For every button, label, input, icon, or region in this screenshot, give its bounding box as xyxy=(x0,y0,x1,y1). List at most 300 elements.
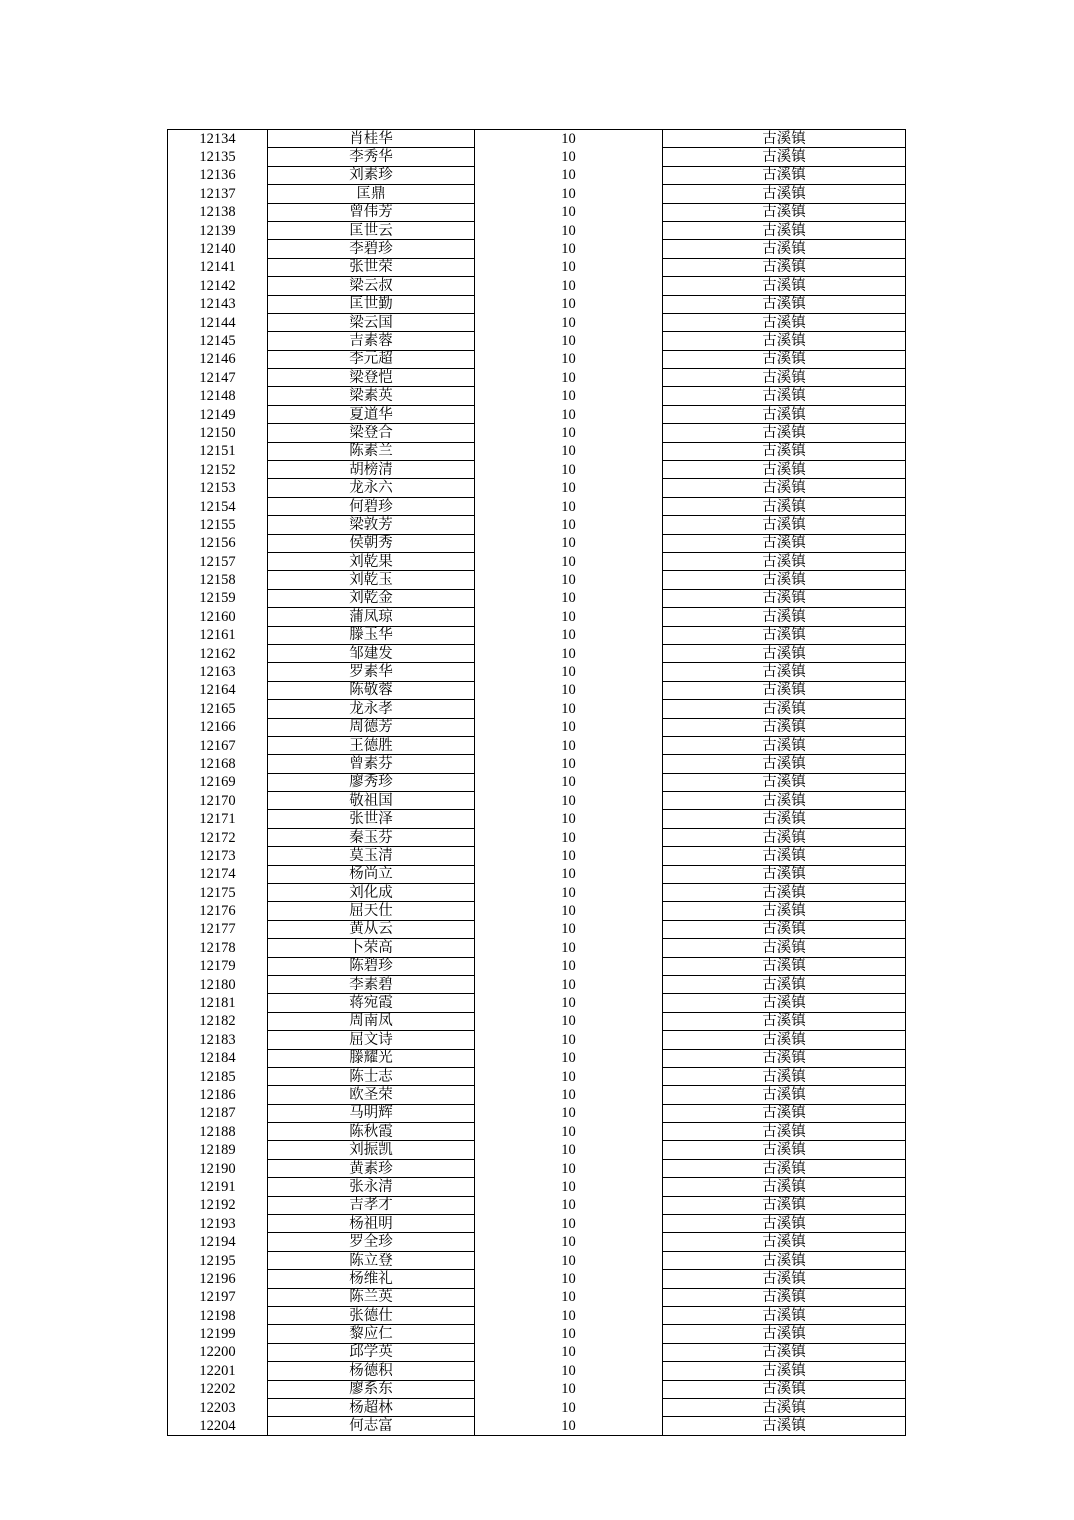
town-cell: 古溪镇 xyxy=(663,461,906,479)
town-cell: 古溪镇 xyxy=(663,1417,906,1435)
amount-cell: 10 xyxy=(475,552,663,570)
town-cell: 古溪镇 xyxy=(663,221,906,239)
row-id-cell: 12189 xyxy=(168,1141,268,1159)
town-cell: 古溪镇 xyxy=(663,1178,906,1196)
name-cell: 周南凤 xyxy=(268,1012,475,1030)
row-id-cell: 12198 xyxy=(168,1307,268,1325)
amount-cell: 10 xyxy=(475,1049,663,1067)
amount-cell: 10 xyxy=(475,516,663,534)
town-cell: 古溪镇 xyxy=(663,497,906,515)
amount-cell: 10 xyxy=(475,810,663,828)
amount-cell: 10 xyxy=(475,442,663,460)
amount-cell: 10 xyxy=(475,1343,663,1361)
name-cell: 陈立登 xyxy=(268,1251,475,1269)
name-cell: 廖秀珍 xyxy=(268,773,475,791)
table-row xyxy=(168,313,906,331)
table-row xyxy=(168,424,906,442)
table-row xyxy=(168,221,906,239)
table-row xyxy=(168,185,906,203)
row-id-cell: 12157 xyxy=(168,552,268,570)
amount-cell: 10 xyxy=(475,571,663,589)
name-cell: 何碧珍 xyxy=(268,497,475,515)
table-row xyxy=(168,130,906,148)
amount-cell: 10 xyxy=(475,902,663,920)
town-cell: 古溪镇 xyxy=(663,442,906,460)
row-id-cell: 12191 xyxy=(168,1178,268,1196)
amount-cell: 10 xyxy=(475,884,663,902)
row-id-cell: 12171 xyxy=(168,810,268,828)
amount-cell: 10 xyxy=(475,479,663,497)
row-id-cell: 12185 xyxy=(168,1067,268,1085)
table-row xyxy=(168,1104,906,1122)
table-row xyxy=(168,240,906,258)
name-cell: 梁云叔 xyxy=(268,277,475,295)
row-id-cell: 12204 xyxy=(168,1417,268,1435)
name-cell: 罗全珍 xyxy=(268,1233,475,1251)
row-id-cell: 12138 xyxy=(168,203,268,221)
name-cell: 杨祖明 xyxy=(268,1215,475,1233)
amount-cell: 10 xyxy=(475,957,663,975)
table-row xyxy=(168,1343,906,1361)
name-cell: 陈兰英 xyxy=(268,1288,475,1306)
amount-cell: 10 xyxy=(475,700,663,718)
name-cell: 陈素兰 xyxy=(268,442,475,460)
town-cell: 古溪镇 xyxy=(663,1380,906,1398)
row-id-cell: 12146 xyxy=(168,350,268,368)
town-cell: 古溪镇 xyxy=(663,130,906,148)
table-row xyxy=(168,994,906,1012)
name-cell: 肖桂华 xyxy=(268,130,475,148)
name-cell: 侯朝秀 xyxy=(268,534,475,552)
town-cell: 古溪镇 xyxy=(663,1123,906,1141)
town-cell: 古溪镇 xyxy=(663,884,906,902)
town-cell: 古溪镇 xyxy=(663,626,906,644)
amount-cell: 10 xyxy=(475,221,663,239)
name-cell: 匡鼎 xyxy=(268,185,475,203)
town-cell: 古溪镇 xyxy=(663,608,906,626)
row-id-cell: 12149 xyxy=(168,405,268,423)
name-cell: 蒋宛霞 xyxy=(268,994,475,1012)
amount-cell: 10 xyxy=(475,1233,663,1251)
town-cell: 古溪镇 xyxy=(663,1196,906,1214)
amount-cell: 10 xyxy=(475,166,663,184)
amount-cell: 10 xyxy=(475,332,663,350)
table-row xyxy=(168,1049,906,1067)
roster-table xyxy=(167,129,906,1436)
row-id-cell: 12160 xyxy=(168,608,268,626)
row-id-cell: 12187 xyxy=(168,1104,268,1122)
name-cell: 邱学英 xyxy=(268,1343,475,1361)
table-row xyxy=(168,203,906,221)
table-row xyxy=(168,810,906,828)
row-id-cell: 12147 xyxy=(168,369,268,387)
amount-cell: 10 xyxy=(475,185,663,203)
row-id-cell: 12179 xyxy=(168,957,268,975)
table-row xyxy=(168,700,906,718)
town-cell: 古溪镇 xyxy=(663,350,906,368)
town-cell: 古溪镇 xyxy=(663,755,906,773)
row-id-cell: 12193 xyxy=(168,1215,268,1233)
name-cell: 匡世勤 xyxy=(268,295,475,313)
town-cell: 古溪镇 xyxy=(663,792,906,810)
town-cell: 古溪镇 xyxy=(663,1362,906,1380)
row-id-cell: 12151 xyxy=(168,442,268,460)
town-cell: 古溪镇 xyxy=(663,1086,906,1104)
name-cell: 周德芳 xyxy=(268,718,475,736)
amount-cell: 10 xyxy=(475,277,663,295)
town-cell: 古溪镇 xyxy=(663,1307,906,1325)
town-cell: 古溪镇 xyxy=(663,277,906,295)
town-cell: 古溪镇 xyxy=(663,258,906,276)
row-id-cell: 12200 xyxy=(168,1343,268,1361)
amount-cell: 10 xyxy=(475,1031,663,1049)
name-cell: 陈碧珍 xyxy=(268,957,475,975)
town-cell: 古溪镇 xyxy=(663,700,906,718)
name-cell: 刘乾金 xyxy=(268,589,475,607)
amount-cell: 10 xyxy=(475,1270,663,1288)
town-cell: 古溪镇 xyxy=(663,847,906,865)
row-id-cell: 12167 xyxy=(168,736,268,754)
name-cell: 罗素华 xyxy=(268,663,475,681)
amount-cell: 10 xyxy=(475,534,663,552)
name-cell: 滕玉华 xyxy=(268,626,475,644)
table-row xyxy=(168,166,906,184)
table-row xyxy=(168,1067,906,1085)
town-cell: 古溪镇 xyxy=(663,718,906,736)
table-row xyxy=(168,1398,906,1416)
row-id-cell: 12143 xyxy=(168,295,268,313)
row-id-cell: 12166 xyxy=(168,718,268,736)
row-id-cell: 12196 xyxy=(168,1270,268,1288)
table-row xyxy=(168,626,906,644)
row-id-cell: 12142 xyxy=(168,277,268,295)
town-cell: 古溪镇 xyxy=(663,185,906,203)
town-cell: 古溪镇 xyxy=(663,1215,906,1233)
table-row xyxy=(168,865,906,883)
town-cell: 古溪镇 xyxy=(663,865,906,883)
town-cell: 古溪镇 xyxy=(663,203,906,221)
town-cell: 古溪镇 xyxy=(663,957,906,975)
name-cell: 杨德积 xyxy=(268,1362,475,1380)
amount-cell: 10 xyxy=(475,1398,663,1416)
row-id-cell: 12176 xyxy=(168,902,268,920)
row-id-cell: 12161 xyxy=(168,626,268,644)
table-row xyxy=(168,295,906,313)
name-cell: 卜荣高 xyxy=(268,939,475,957)
table-row xyxy=(168,792,906,810)
amount-cell: 10 xyxy=(475,1251,663,1269)
row-id-cell: 12164 xyxy=(168,681,268,699)
name-cell: 杨尚立 xyxy=(268,865,475,883)
row-id-cell: 12156 xyxy=(168,534,268,552)
row-id-cell: 12159 xyxy=(168,589,268,607)
amount-cell: 10 xyxy=(475,461,663,479)
name-cell: 吉孝才 xyxy=(268,1196,475,1214)
name-cell: 陈秋霞 xyxy=(268,1123,475,1141)
table-row xyxy=(168,1417,906,1435)
name-cell: 黎应仁 xyxy=(268,1325,475,1343)
name-cell: 敬祖国 xyxy=(268,792,475,810)
town-cell: 古溪镇 xyxy=(663,589,906,607)
table-row xyxy=(168,920,906,938)
amount-cell: 10 xyxy=(475,975,663,993)
table-row xyxy=(168,1380,906,1398)
town-cell: 古溪镇 xyxy=(663,332,906,350)
row-id-cell: 12182 xyxy=(168,1012,268,1030)
amount-cell: 10 xyxy=(475,718,663,736)
name-cell: 屈天仕 xyxy=(268,902,475,920)
town-cell: 古溪镇 xyxy=(663,534,906,552)
amount-cell: 10 xyxy=(475,773,663,791)
town-cell: 古溪镇 xyxy=(663,1270,906,1288)
amount-cell: 10 xyxy=(475,644,663,662)
table-row xyxy=(168,957,906,975)
town-cell: 古溪镇 xyxy=(663,828,906,846)
row-id-cell: 12136 xyxy=(168,166,268,184)
name-cell: 黄从云 xyxy=(268,920,475,938)
name-cell: 杨超林 xyxy=(268,1398,475,1416)
name-cell: 梁云国 xyxy=(268,313,475,331)
town-cell: 古溪镇 xyxy=(663,939,906,957)
amount-cell: 10 xyxy=(475,405,663,423)
name-cell: 刘素珍 xyxy=(268,166,475,184)
amount-cell: 10 xyxy=(475,589,663,607)
table-row xyxy=(168,1178,906,1196)
table-row xyxy=(168,902,906,920)
row-id-cell: 12153 xyxy=(168,479,268,497)
town-cell: 古溪镇 xyxy=(663,369,906,387)
amount-cell: 10 xyxy=(475,1417,663,1435)
row-id-cell: 12158 xyxy=(168,571,268,589)
table-row xyxy=(168,461,906,479)
table-row xyxy=(168,405,906,423)
town-cell: 古溪镇 xyxy=(663,1012,906,1030)
amount-cell: 10 xyxy=(475,608,663,626)
amount-cell: 10 xyxy=(475,1067,663,1085)
table-row xyxy=(168,1159,906,1177)
name-cell: 吉素蓉 xyxy=(268,332,475,350)
town-cell: 古溪镇 xyxy=(663,1104,906,1122)
town-cell: 古溪镇 xyxy=(663,1159,906,1177)
name-cell: 廖系东 xyxy=(268,1380,475,1398)
row-id-cell: 12190 xyxy=(168,1159,268,1177)
table-row xyxy=(168,884,906,902)
table-row xyxy=(168,736,906,754)
amount-cell: 10 xyxy=(475,1362,663,1380)
row-id-cell: 12188 xyxy=(168,1123,268,1141)
amount-cell: 10 xyxy=(475,1159,663,1177)
table-row xyxy=(168,1307,906,1325)
amount-cell: 10 xyxy=(475,1104,663,1122)
town-cell: 古溪镇 xyxy=(663,405,906,423)
amount-cell: 10 xyxy=(475,313,663,331)
town-cell: 古溪镇 xyxy=(663,663,906,681)
name-cell: 龙永孝 xyxy=(268,700,475,718)
row-id-cell: 12155 xyxy=(168,516,268,534)
name-cell: 龙永六 xyxy=(268,479,475,497)
name-cell: 张世荣 xyxy=(268,258,475,276)
table-row xyxy=(168,1031,906,1049)
town-cell: 古溪镇 xyxy=(663,571,906,589)
row-id-cell: 12165 xyxy=(168,700,268,718)
town-cell: 古溪镇 xyxy=(663,240,906,258)
table-row xyxy=(168,387,906,405)
name-cell: 梁登合 xyxy=(268,424,475,442)
name-cell: 黄素珍 xyxy=(268,1159,475,1177)
town-cell: 古溪镇 xyxy=(663,479,906,497)
name-cell: 张世泽 xyxy=(268,810,475,828)
table-row xyxy=(168,1233,906,1251)
name-cell: 夏道华 xyxy=(268,405,475,423)
name-cell: 邹建发 xyxy=(268,644,475,662)
name-cell: 王德胜 xyxy=(268,736,475,754)
name-cell: 屈文诗 xyxy=(268,1031,475,1049)
name-cell: 秦玉芬 xyxy=(268,828,475,846)
table-row xyxy=(168,277,906,295)
table-row xyxy=(168,1196,906,1214)
town-cell: 古溪镇 xyxy=(663,1288,906,1306)
table-row xyxy=(168,1012,906,1030)
table-row xyxy=(168,939,906,957)
name-cell: 曾伟芳 xyxy=(268,203,475,221)
table-row xyxy=(168,755,906,773)
row-id-cell: 12197 xyxy=(168,1288,268,1306)
amount-cell: 10 xyxy=(475,1123,663,1141)
table-row xyxy=(168,1288,906,1306)
row-id-cell: 12163 xyxy=(168,663,268,681)
name-cell: 陈敬蓉 xyxy=(268,681,475,699)
amount-cell: 10 xyxy=(475,387,663,405)
amount-cell: 10 xyxy=(475,920,663,938)
table-row xyxy=(168,975,906,993)
town-cell: 古溪镇 xyxy=(663,902,906,920)
amount-cell: 10 xyxy=(475,847,663,865)
town-cell: 古溪镇 xyxy=(663,644,906,662)
name-cell: 刘化成 xyxy=(268,884,475,902)
amount-cell: 10 xyxy=(475,626,663,644)
town-cell: 古溪镇 xyxy=(663,975,906,993)
table-row xyxy=(168,369,906,387)
name-cell: 李碧珍 xyxy=(268,240,475,258)
name-cell: 张永清 xyxy=(268,1178,475,1196)
table-row xyxy=(168,148,906,166)
amount-cell: 10 xyxy=(475,497,663,515)
town-cell: 古溪镇 xyxy=(663,1398,906,1416)
name-cell: 陈士志 xyxy=(268,1067,475,1085)
row-id-cell: 12195 xyxy=(168,1251,268,1269)
table-row xyxy=(168,516,906,534)
amount-cell: 10 xyxy=(475,994,663,1012)
row-id-cell: 12141 xyxy=(168,258,268,276)
table-row xyxy=(168,828,906,846)
roster-table-body xyxy=(168,130,906,1436)
row-id-cell: 12192 xyxy=(168,1196,268,1214)
table-row xyxy=(168,258,906,276)
name-cell: 李秀华 xyxy=(268,148,475,166)
row-id-cell: 12140 xyxy=(168,240,268,258)
table-row xyxy=(168,534,906,552)
name-cell: 梁素英 xyxy=(268,387,475,405)
town-cell: 古溪镇 xyxy=(663,1325,906,1343)
name-cell: 莫玉清 xyxy=(268,847,475,865)
table-row xyxy=(168,1141,906,1159)
amount-cell: 10 xyxy=(475,1178,663,1196)
row-id-cell: 12169 xyxy=(168,773,268,791)
amount-cell: 10 xyxy=(475,939,663,957)
table-row xyxy=(168,442,906,460)
name-cell: 欧圣荣 xyxy=(268,1086,475,1104)
name-cell: 何志富 xyxy=(268,1417,475,1435)
amount-cell: 10 xyxy=(475,1141,663,1159)
town-cell: 古溪镇 xyxy=(663,516,906,534)
row-id-cell: 12201 xyxy=(168,1362,268,1380)
row-id-cell: 12148 xyxy=(168,387,268,405)
name-cell: 刘乾果 xyxy=(268,552,475,570)
table-row xyxy=(168,479,906,497)
amount-cell: 10 xyxy=(475,1086,663,1104)
town-cell: 古溪镇 xyxy=(663,1141,906,1159)
amount-cell: 10 xyxy=(475,1196,663,1214)
table-row xyxy=(168,847,906,865)
row-id-cell: 12150 xyxy=(168,424,268,442)
row-id-cell: 12203 xyxy=(168,1398,268,1416)
amount-cell: 10 xyxy=(475,258,663,276)
name-cell: 刘振凯 xyxy=(268,1141,475,1159)
row-id-cell: 12202 xyxy=(168,1380,268,1398)
row-id-cell: 12135 xyxy=(168,148,268,166)
row-id-cell: 12139 xyxy=(168,221,268,239)
row-id-cell: 12194 xyxy=(168,1233,268,1251)
table-row xyxy=(168,552,906,570)
town-cell: 古溪镇 xyxy=(663,148,906,166)
row-id-cell: 12183 xyxy=(168,1031,268,1049)
name-cell: 杨维礼 xyxy=(268,1270,475,1288)
table-row xyxy=(168,589,906,607)
table-row xyxy=(168,773,906,791)
town-cell: 古溪镇 xyxy=(663,424,906,442)
amount-cell: 10 xyxy=(475,350,663,368)
row-id-cell: 12175 xyxy=(168,884,268,902)
name-cell: 马明辉 xyxy=(268,1104,475,1122)
amount-cell: 10 xyxy=(475,240,663,258)
table-row xyxy=(168,644,906,662)
row-id-cell: 12199 xyxy=(168,1325,268,1343)
amount-cell: 10 xyxy=(475,148,663,166)
amount-cell: 10 xyxy=(475,865,663,883)
row-id-cell: 12181 xyxy=(168,994,268,1012)
row-id-cell: 12170 xyxy=(168,792,268,810)
name-cell: 张德仕 xyxy=(268,1307,475,1325)
name-cell: 胡榜清 xyxy=(268,461,475,479)
row-id-cell: 12162 xyxy=(168,644,268,662)
name-cell: 梁登恺 xyxy=(268,369,475,387)
row-id-cell: 12172 xyxy=(168,828,268,846)
town-cell: 古溪镇 xyxy=(663,994,906,1012)
town-cell: 古溪镇 xyxy=(663,1343,906,1361)
row-id-cell: 12173 xyxy=(168,847,268,865)
town-cell: 古溪镇 xyxy=(663,295,906,313)
amount-cell: 10 xyxy=(475,203,663,221)
amount-cell: 10 xyxy=(475,828,663,846)
amount-cell: 10 xyxy=(475,1288,663,1306)
amount-cell: 10 xyxy=(475,1380,663,1398)
amount-cell: 10 xyxy=(475,1012,663,1030)
amount-cell: 10 xyxy=(475,295,663,313)
row-id-cell: 12144 xyxy=(168,313,268,331)
town-cell: 古溪镇 xyxy=(663,681,906,699)
table-row xyxy=(168,571,906,589)
row-id-cell: 12186 xyxy=(168,1086,268,1104)
